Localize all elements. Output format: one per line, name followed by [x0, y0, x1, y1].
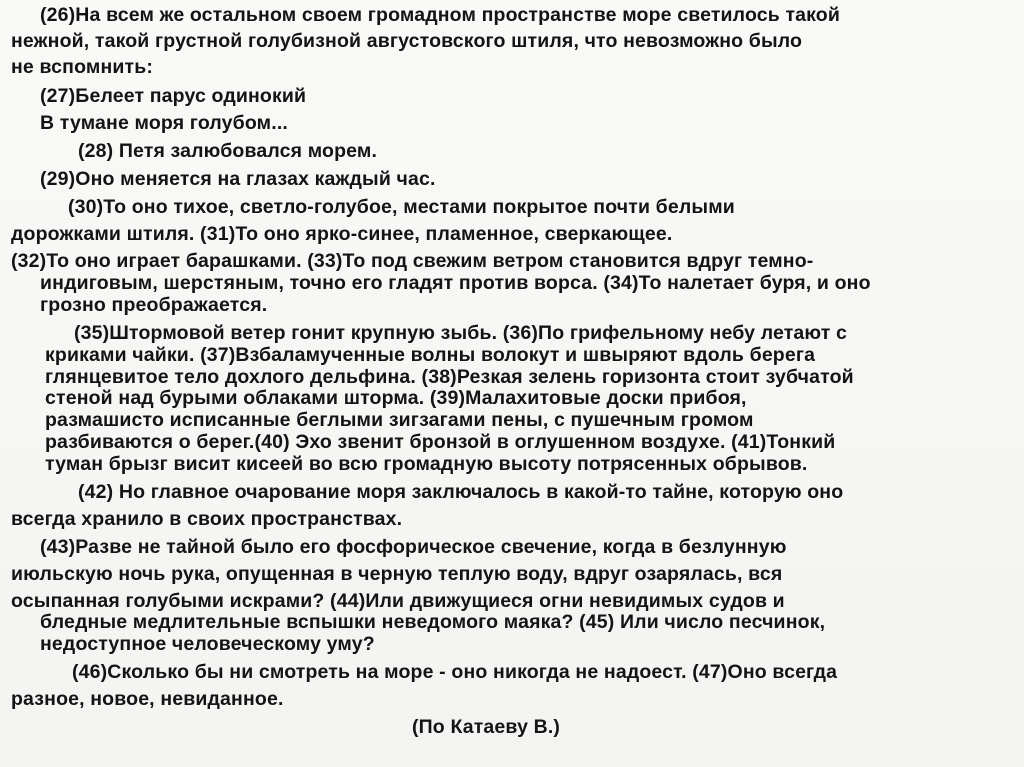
text-line-28: разное, новое, невиданное. [11, 688, 284, 710]
text-line-26: недоступное человеческому уму? [40, 633, 375, 655]
text-line-7: (29)Оно меняется на глазах каждый час. [40, 168, 436, 190]
text-line-19: туман брызг висит кисеей во всю громадную высоту потрясенных обрывов. [45, 453, 808, 475]
text-line-11: индиговым, шерстяным, точно его гладят против ворса. (34)То налетает буря, и оно [40, 272, 871, 294]
text-line-5: В тумане моря голубом... [40, 112, 288, 134]
text-line-14: криками чайки. (37)Взбаламученные волны волокут и швыряют вдоль берега [45, 344, 816, 366]
text-line-21: всегда хранило в своих пространствах. [11, 508, 403, 530]
text-line-9: дорожками штиля. (31)То оно ярко-синее, пламенное, сверкающее. [11, 223, 673, 245]
text-line-13: (35)Штормовой ветер гонит крупную зыбь. (36)По грифельному небу летают с [74, 322, 847, 344]
attribution: (По Катаеву В.) [412, 716, 561, 738]
text-line-6: (28) Петя залюбовался морем. [78, 140, 378, 162]
text-line-8: (30)То оно тихое, светло-голубое, местами покрытое почти белыми [68, 196, 735, 218]
text-line-25: бледные медлительные вспышки неведомого маяка? (45) Или число песчинок, [40, 611, 826, 633]
text-line-10: (32)То оно играет барашками. (33)То под свежим ветром становится вдруг темно- [11, 250, 814, 272]
text-line-18: разбиваются о берег.(40) Эхо звенит бронзой в оглушенном воздухе. (41)Тонкий [45, 431, 836, 453]
text-line-22: (43)Разве не тайной было его фосфорическое свечение, когда в безлунную [40, 536, 787, 558]
text-line-23: июльскую ночь рука, опущенная в черную теплую воду, вдруг озарялась, вся [11, 563, 783, 585]
text-line-12: грозно преображается. [40, 294, 268, 316]
text-line-27: (46)Сколько бы ни смотреть на море - оно никогда не надоест. (47)Оно всегда [72, 661, 838, 683]
text-line-3: не вспомнить: [11, 56, 153, 78]
text-line-17: размашисто исписанные беглыми зигзагами пены, с пушечным громом [45, 409, 754, 431]
text-line-16: стеной над бурыми облаками шторма. (39)Малахитовые доски прибоя, [45, 387, 747, 409]
text-line-20: (42) Но главное очарование моря заключалось в какой-то тайне, которую оно [78, 481, 844, 503]
text-line-24: осыпанная голубыми искрами? (44)Или движущиеся огни невидимых судов и [11, 590, 785, 612]
text-line-1: (26)На всем же остальном своем громадном пространстве море светилось такой [40, 4, 840, 26]
text-line-2: нежной, такой грустной голубизной августовского штиля, что невозможно было [11, 30, 803, 52]
text-line-4: (27)Белеет парус одинокий [40, 85, 307, 107]
text-line-15: глянцевитое тело дохлого дельфина. (38)Резкая зелень горизонта стоит зубчатой [45, 366, 854, 388]
